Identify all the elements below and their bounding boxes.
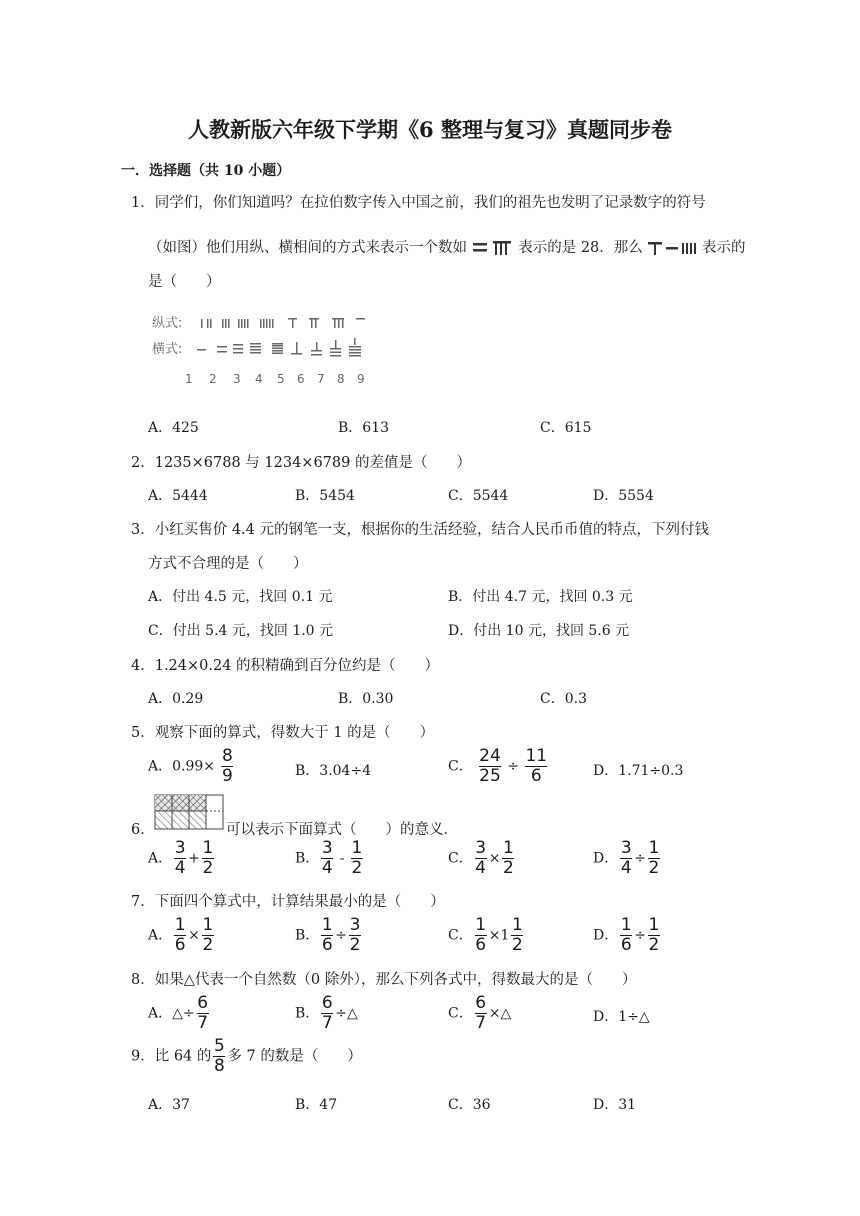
q3-line1: 3．小红买售价 4.4 元的钢笔一支，根据你的生活经验，结合人民币币值的特点，下列付钱 [131, 522, 709, 538]
digit-label: 7 [317, 372, 325, 386]
numerator: 1 [475, 915, 487, 935]
operator: ÷ [507, 758, 519, 775]
rod-numeral-28-icon [472, 240, 514, 256]
vertical-form-label: 纵式: [152, 316, 183, 331]
q2-option-b[interactable]: B．5454 [295, 488, 355, 504]
q1-line2-b: 表示的是 28．那么 [518, 240, 643, 256]
q6-option-a[interactable] [148, 840, 216, 877]
operator: × [488, 850, 501, 867]
operator: ÷ [335, 927, 348, 944]
numerator: 3 [349, 915, 361, 935]
denominator: 25 [479, 766, 501, 786]
denominator: 6 [530, 766, 542, 786]
fraction [321, 995, 333, 1032]
q8-option-a[interactable] [148, 995, 211, 1032]
denominator: 2 [648, 935, 660, 955]
q4-option-a[interactable]: A．0.29 [148, 691, 204, 707]
fraction [502, 840, 514, 877]
q9-option-b[interactable]: B．47 [295, 1097, 338, 1113]
fraction [525, 748, 547, 785]
numerator: 5 [213, 1036, 225, 1056]
fraction [620, 840, 632, 877]
operator: ×1 [488, 927, 510, 944]
q3-option-d[interactable]: D．付出 10 元，找回 5.6 元 [448, 623, 630, 639]
denominator: 6 [475, 935, 487, 955]
digit-label: 8 [337, 372, 345, 386]
horizontal-form-label: 横式: [152, 342, 183, 357]
denominator: 4 [321, 858, 333, 878]
digit-label: 4 [255, 372, 263, 386]
option-suffix: ×△ [488, 1005, 512, 1022]
fraction [479, 748, 501, 785]
fraction [351, 840, 363, 877]
numerator: 1 [321, 915, 333, 935]
denominator: 6 [620, 935, 632, 955]
denominator: 8 [213, 1056, 225, 1076]
q7-option-a[interactable] [148, 917, 216, 954]
fraction [202, 917, 214, 954]
section-heading: 一．选择题（共 10 小题） [121, 163, 291, 179]
q5-option-b[interactable]: B．3.04÷4 [295, 763, 372, 779]
option-prefix: B． [295, 1005, 320, 1022]
numerator: 8 [222, 746, 233, 766]
denominator: 6 [321, 935, 333, 955]
digit-label: 9 [357, 372, 365, 386]
fraction [475, 995, 487, 1032]
option-label: C． [448, 927, 473, 944]
fraction [174, 917, 186, 954]
fraction [321, 917, 333, 954]
q9-prefix: 9．比 64 的 [131, 1048, 212, 1065]
digit-label: 6 [297, 372, 305, 386]
q9-option-c[interactable]: C．36 [448, 1097, 491, 1113]
q5-option-c-prefix: C． [448, 758, 473, 775]
fraction [648, 840, 660, 877]
fraction [620, 917, 632, 954]
numerator: 24 [479, 746, 501, 766]
q9-suffix: 多 7 的数是（ ） [227, 1048, 362, 1065]
q4-option-c[interactable]: C．0.3 [540, 691, 587, 707]
option-prefix: C． [448, 1005, 473, 1022]
q7-option-b[interactable] [295, 917, 363, 954]
q7-option-c[interactable] [448, 917, 525, 954]
option-label: D． [593, 927, 619, 944]
operator: - [339, 850, 345, 867]
option-label: A． [148, 927, 173, 944]
q8-option-b[interactable] [295, 995, 358, 1032]
q6-option-c[interactable] [448, 840, 516, 877]
numerator: 3 [321, 838, 333, 858]
fraction [648, 917, 660, 954]
denominator: 7 [321, 1013, 333, 1033]
q9-option-a[interactable]: A．37 [148, 1097, 190, 1113]
q5-option-d[interactable]: D．1.71÷0.3 [593, 763, 684, 779]
fraction [202, 840, 214, 877]
denominator: 2 [648, 858, 660, 878]
numerator: 1 [648, 915, 660, 935]
fraction [174, 840, 186, 877]
fraction [511, 917, 523, 954]
q2-option-d[interactable]: D．5554 [593, 488, 654, 504]
fraction [221, 748, 233, 785]
numerator: 11 [525, 746, 548, 766]
option-label: A． [148, 850, 173, 867]
q8-option-c[interactable] [448, 995, 511, 1032]
q6-text: 可以表示下面算式（ ）的意义． [226, 822, 458, 838]
denominator: 6 [174, 935, 186, 955]
q5-option-a[interactable] [148, 748, 235, 785]
q6-option-b[interactable] [295, 840, 365, 877]
rod-numeral-question-icon [647, 240, 697, 256]
numerator: 1 [620, 915, 632, 935]
q1-line2-c: 表示的 [702, 240, 746, 256]
denominator: 4 [475, 858, 487, 878]
option-label: B． [295, 927, 320, 944]
q1-line2 [148, 236, 746, 257]
denominator: 7 [475, 1013, 487, 1033]
q9-text [131, 1038, 362, 1075]
denominator: 4 [174, 858, 186, 878]
numerator: 6 [475, 993, 487, 1013]
fraction-area-diagram [154, 794, 224, 830]
q1-option-b[interactable]: B．613 [338, 420, 390, 436]
fraction [321, 840, 333, 877]
denominator: 2 [349, 935, 361, 955]
q3-option-b[interactable]: B．付出 4.7 元，找回 0.3 元 [448, 589, 633, 605]
numerator: 1 [511, 915, 523, 935]
q4-text: 4．1.24×0.24 的积精确到百分位约是（ ） [131, 658, 440, 674]
operator: × [188, 927, 200, 944]
digit-label: 1 [185, 372, 193, 386]
option-label: B． [295, 850, 320, 867]
denominator: 9 [222, 766, 233, 786]
numerator: 1 [351, 838, 363, 858]
q9-option-d[interactable]: D．31 [593, 1097, 637, 1113]
denominator: 2 [503, 858, 514, 878]
q6-option-d[interactable] [593, 840, 662, 877]
q5-text: 5．观察下面的算式，得数大于 1 的是（ ） [131, 725, 435, 741]
numerator: 3 [620, 838, 632, 858]
operator: ÷ [634, 850, 646, 867]
q2-option-c[interactable]: C．5544 [448, 488, 509, 504]
q5-option-a-prefix: A．0.99× [148, 758, 216, 775]
denominator: 4 [620, 858, 632, 878]
denominator: 2 [351, 858, 363, 878]
q1-line3: 是（ ） [148, 274, 221, 290]
numerator: 1 [202, 915, 214, 935]
q1-option-a[interactable]: A．425 [148, 420, 199, 436]
q6-number: 6． [131, 822, 155, 838]
option-prefix: A．△÷ [148, 1005, 195, 1022]
q1-line2-a: （如图）他们用纵、横相间的方式来表示一个数如 [148, 240, 467, 256]
fraction [349, 917, 361, 954]
option-suffix: ÷△ [335, 1005, 358, 1022]
q3-option-a[interactable]: A．付出 4.5 元，找回 0.1 元 [148, 589, 333, 605]
rod-numerals-figure [150, 310, 365, 390]
option-label: D． [593, 850, 619, 867]
q2-text: 2．1235×6788 与 1234×6789 的差值是（ ） [131, 455, 471, 471]
q3-option-c[interactable]: C．付出 5.4 元，找回 1.0 元 [148, 623, 334, 639]
fraction [197, 995, 209, 1032]
denominator: 2 [202, 935, 214, 955]
q4-option-b[interactable]: B．0.30 [338, 691, 394, 707]
fraction [213, 1038, 225, 1075]
operator: + [188, 850, 200, 867]
operator: ÷ [634, 927, 646, 944]
denominator: 2 [202, 858, 214, 878]
q7-option-d[interactable] [593, 917, 662, 954]
fraction [475, 917, 487, 954]
numerator: 1 [202, 838, 214, 858]
q2-option-a[interactable]: A．5444 [148, 488, 208, 504]
fraction [475, 840, 487, 877]
numerator: 3 [475, 838, 487, 858]
numerator: 3 [174, 838, 186, 858]
q8-option-d[interactable]: D．1÷△ [593, 1009, 650, 1025]
numerator: 1 [174, 915, 186, 935]
denominator: 7 [197, 1013, 209, 1033]
q7-text: 7．下面四个算式中，计算结果最小的是（ ） [131, 894, 445, 910]
denominator: 2 [511, 935, 523, 955]
q5-option-c[interactable] [448, 748, 549, 785]
numerator: 1 [648, 838, 660, 858]
q1-option-c[interactable]: C．615 [540, 420, 592, 436]
q1-line1: 1．同学们，你们知道吗？在拉伯数字传入中国之前，我们的祖先也发明了记录数字的符号 [131, 195, 706, 211]
digit-label: 5 [277, 372, 285, 386]
digit-label: 2 [209, 372, 217, 386]
digit-label: 3 [233, 372, 241, 386]
option-label: C． [448, 850, 473, 867]
numerator: 6 [197, 993, 209, 1013]
rod-numerals-chart [150, 310, 365, 390]
numerator: 6 [321, 993, 333, 1013]
q3-line2: 方式不合理的是（ ） [148, 556, 308, 572]
document-title: 人教新版六年级下学期《6 整理与复习》真题同步卷 [188, 117, 672, 142]
numerator: 1 [503, 838, 514, 858]
q8-text: 8．如果△代表一个自然数（0 除外），那么下列各式中，得数最大的是（ ） [131, 972, 637, 988]
